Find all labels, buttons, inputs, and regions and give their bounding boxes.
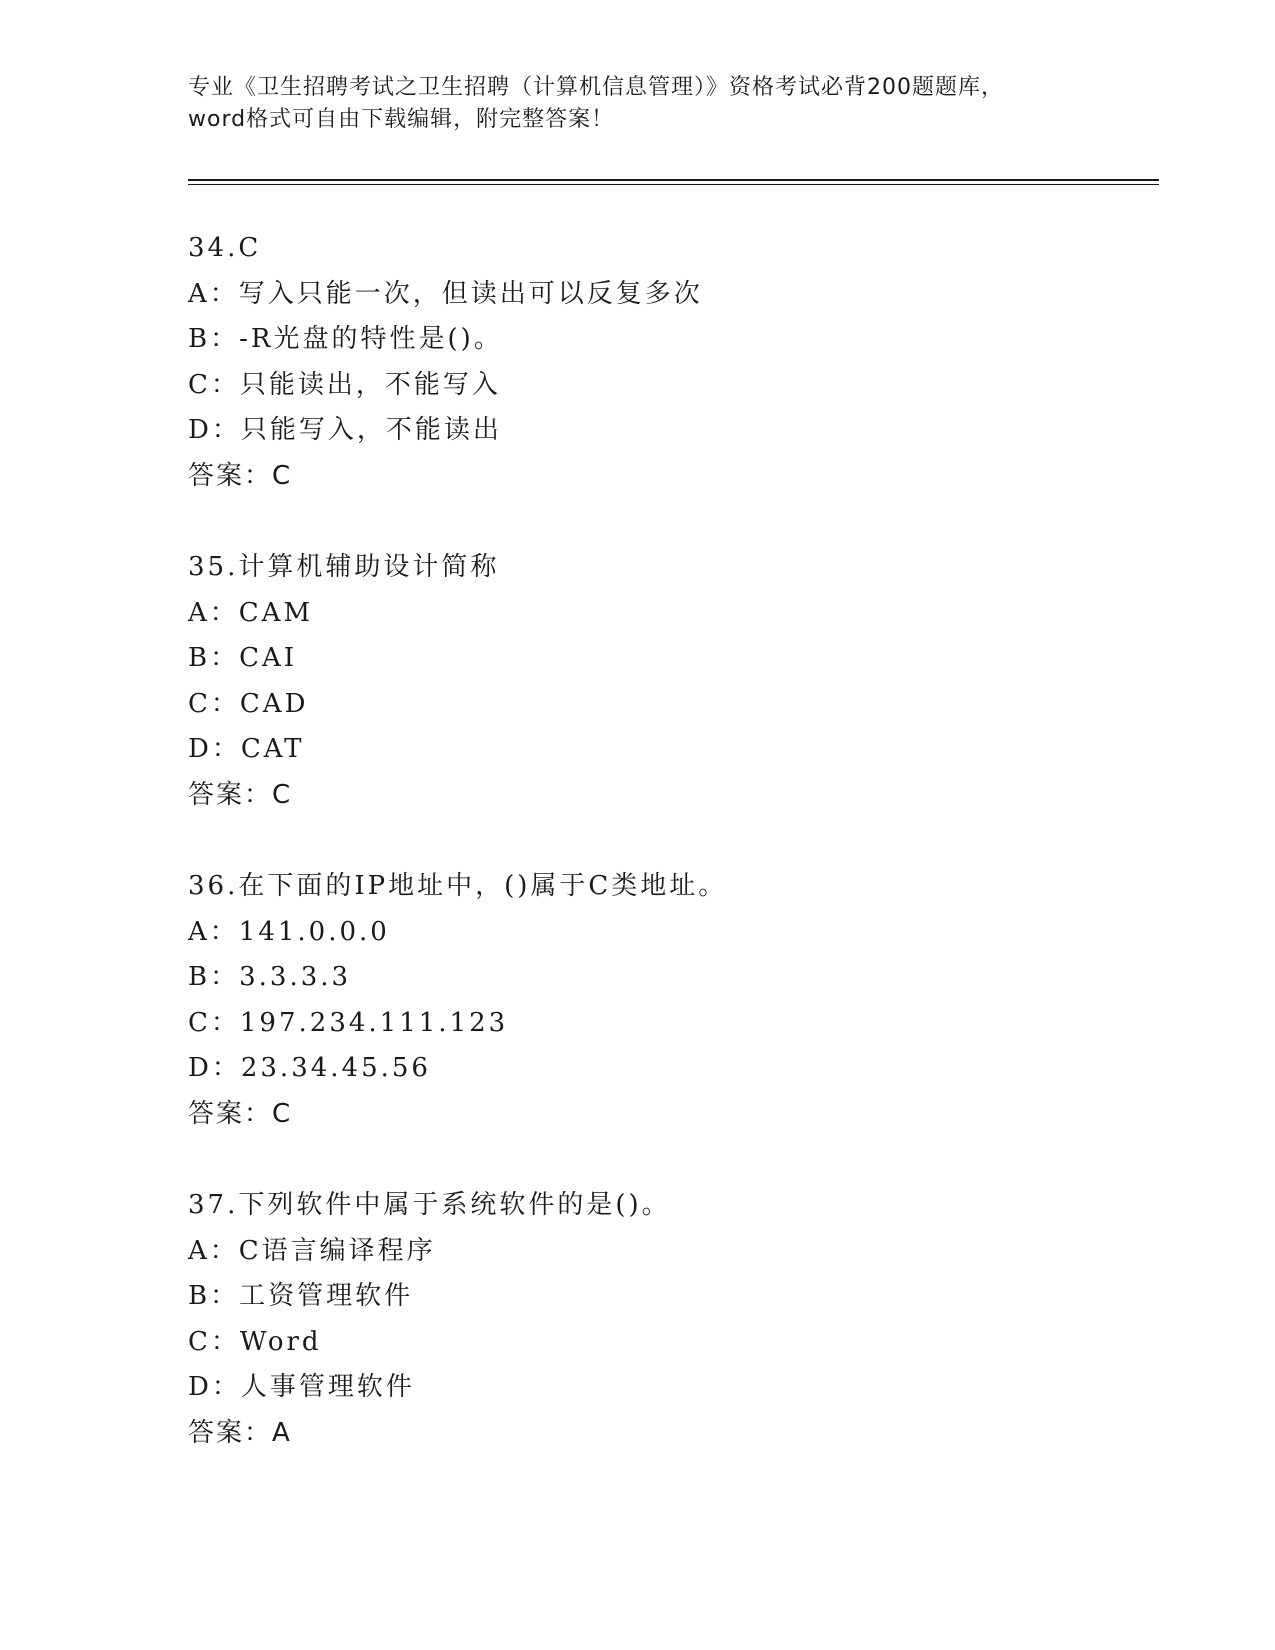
document-header: [188, 72, 1088, 136]
question-stem: 36.在下面的IP地址中，()属于C类地址。: [188, 871, 728, 901]
option-b: B：3.3.3.3: [188, 962, 352, 992]
question-block-36: [188, 864, 1088, 1137]
header-title-line-1: 专业《卫生招聘考试之卫生招聘（计算机信息管理）》资格考试必背200题题库，: [188, 75, 1004, 100]
option-b: B：工资管理软件: [188, 1281, 414, 1311]
option-c: C：只能读出，不能写入: [188, 369, 501, 400]
question-block-34: [188, 226, 1088, 499]
question-block-35: [188, 545, 1088, 818]
answer-line: 答案：C: [188, 460, 293, 491]
answer-line: 答案：C: [188, 779, 293, 810]
answer-line: 答案：C: [188, 1098, 293, 1129]
option-a: A：写入只能一次，但读出可以反复多次: [188, 278, 703, 309]
option-b: B：CAI: [188, 643, 298, 673]
header-divider-thick: [188, 179, 1159, 181]
question-stem: 35.计算机辅助设计简称: [188, 552, 500, 582]
option-d: D：人事管理软件: [188, 1372, 415, 1402]
option-a: A：CAM: [188, 597, 314, 628]
option-a: A：C语言编译程序: [188, 1235, 436, 1266]
question-stem: 37.下列软件中属于系统软件的是()。: [188, 1190, 671, 1220]
option-c: C：197.234.111.123: [188, 1007, 509, 1038]
option-d: D：23.34.45.56: [188, 1053, 431, 1083]
header-title-line-2: word格式可自由下载编辑，附完整答案！: [188, 107, 615, 132]
option-b: B：-R光盘的特性是()。: [188, 324, 503, 354]
option-c: C：CAD: [188, 688, 309, 719]
option-d: D：CAT: [188, 734, 305, 764]
header-divider-thin: [188, 184, 1159, 185]
option-d: D：只能写入，不能读出: [188, 415, 502, 445]
option-a: A：141.0.0.0: [188, 916, 390, 947]
question-block-37: [188, 1183, 1088, 1456]
answer-line: 答案：A: [188, 1417, 292, 1448]
question-stem: 34.C: [188, 233, 262, 263]
option-c: C：Word: [188, 1326, 322, 1357]
